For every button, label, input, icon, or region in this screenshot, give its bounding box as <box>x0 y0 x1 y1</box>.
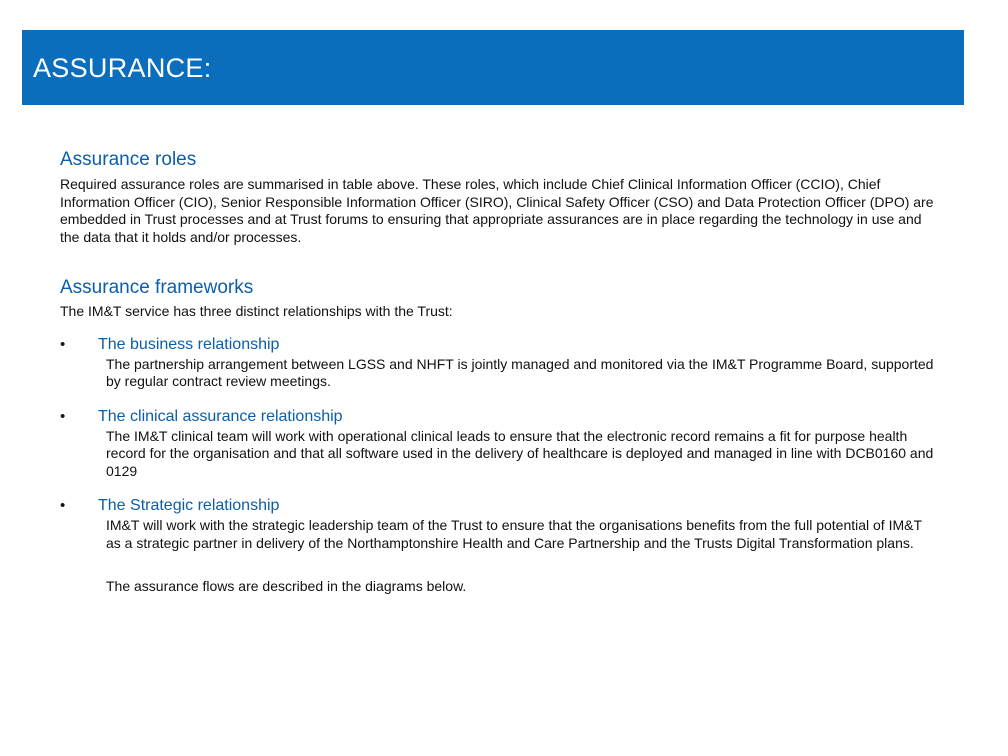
relationship-list <box>60 334 940 553</box>
assurance-frameworks-intro: The IM&T service has three distinct relationships with the Trust: <box>60 303 453 319</box>
bullet-icon: • <box>60 497 66 514</box>
list-item <box>60 334 940 391</box>
content-area <box>60 148 940 596</box>
header-bar <box>22 30 964 105</box>
relationship-title: The business relationship <box>98 335 280 353</box>
assurance-frameworks-heading: Assurance frameworks <box>60 277 254 298</box>
list-item <box>60 406 940 481</box>
relationship-description: IM&T will work with the strategic leadership team of the Trust to ensure that the organisations benefits from the full potential of IM&T as a strategic partner in delivery of the Northamptonshire Health and Care Partnership and the Trusts Digital Transformation plans. <box>106 517 922 551</box>
page-title: ASSURANCE: <box>33 53 212 83</box>
assurance-flows-text: The assurance flows are described in the diagrams below. <box>106 578 467 594</box>
relationship-description: The IM&T clinical team will work with operational clinical leads to ensure that the electronic record remains a fit for purpose health record for the organisation and that all software used in the delivery of healthcare is deployed and managed in line with DCB0160 and 0129 <box>106 427 934 479</box>
bullet-icon: • <box>60 407 66 425</box>
relationship-title: The Strategic relationship <box>98 497 280 514</box>
relationship-description: The partnership arrangement between LGSS and NHFT is jointly managed and monitored via the IM&T Programme Board, supported by regular contract review meetings. <box>106 355 934 389</box>
list-item <box>60 495 940 552</box>
assurance-roles-heading: Assurance roles <box>60 149 197 170</box>
relationship-title: The clinical assurance relationship <box>98 407 343 425</box>
bullet-icon: • <box>60 335 66 353</box>
assurance-roles-text: Required assurance roles are summarised in table above. These roles, which include Chief Clinical Information Officer (CCIO), Chief Information Officer (CIO), Senior Responsible Information Officer (SIRO), Clinical Safety Officer (CSO) and Data Protection Officer (DPO) are embedded in Trust processes and at Trust forums to ensuring that appropriate assurances are in place regarding the technology in use and the data that it holds and/or processes. <box>60 176 934 245</box>
